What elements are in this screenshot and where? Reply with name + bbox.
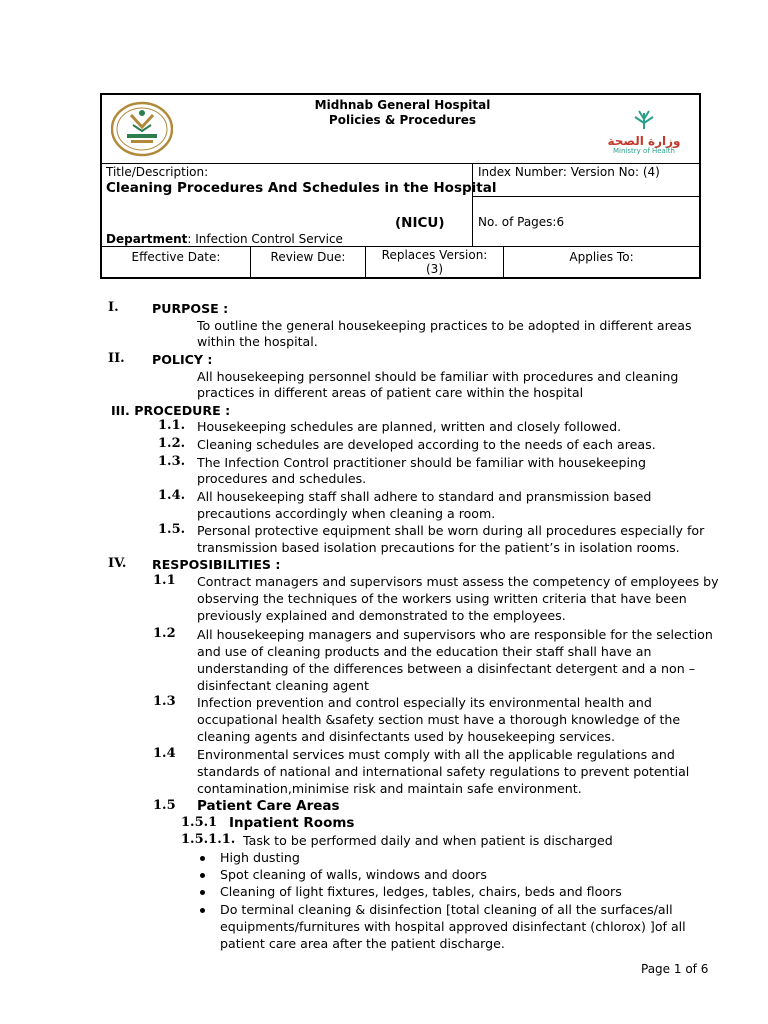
review-due-label: Review Due: [270,250,346,264]
paragraph-line: To outline the general housekeeping practices to be adopted in different areas [197,318,692,333]
bullet-icon [200,908,205,913]
item-number: 1.2 [153,626,176,641]
paragraph-line: Housekeeping schedules are planned, written and closely followed. [197,419,622,434]
department-value: : Infection Control Service [187,232,343,246]
paragraph-line: All housekeeping managers and supervisors who are responsible for the selection [197,627,713,642]
bullet-icon [200,890,205,895]
subsection-title: Inpatient Rooms [229,815,355,831]
page-number: Page 1 of 6 [641,962,709,976]
department-line [106,232,343,246]
paragraph-line: Infection prevention and control especially its environmental health and [197,695,652,710]
paragraph-line: procedures and schedules. [197,471,367,486]
paragraph-line: precautions accordingly when cleaning a room. [197,506,496,521]
paragraph-line: practices in different areas of patient care within the hospital [197,385,584,400]
policies-subtitle: Policies & Procedures [328,113,477,127]
section-number: IV. [108,556,127,571]
paragraph-line: Contract managers and supervisors must assess the competency of employees by [197,574,719,589]
section-title: III. PROCEDURE : [111,403,231,418]
number-of-pages: No. of Pages:6 [478,215,565,229]
ministry-of-health-logo [604,109,684,155]
paragraph-line: cleaning agents and disinfectants used by housekeeping services. [197,729,615,744]
paragraph-line: and use of cleaning products and the education their staff shall have an [197,644,652,659]
unit-name: (NICU) [395,215,445,231]
subsection-title: Patient Care Areas [197,798,340,814]
paragraph-line: transmission based isolation precautions for the patient’s in isolation rooms. [197,540,680,555]
replaces-version [366,248,503,276]
list-item: equipments/furnitures with hospital approved disinfectant (chlorox) ]of all [220,919,686,934]
paragraph-line: previously explained and demonstrated to the employees. [197,608,566,623]
paragraph-line: Task to be performed daily and when patient is discharged [243,833,613,848]
paragraph-line: All housekeeping staff shall adhere to standard and pransmission based [197,489,652,504]
document-header-table [100,93,701,279]
hospital-logo [111,101,173,157]
index-number: Index Number: Version No: (4) [478,165,660,179]
department-label: Department [106,232,188,246]
item-number: 1.1 [153,573,176,588]
paragraph-line: The Infection Control practitioner should be familiar with housekeeping [197,455,646,470]
hospital-name: Midhnab General Hospital [314,98,491,112]
replaces-version-value: (3) [426,262,443,276]
ministry-english-name: Ministry of Health [613,147,675,155]
section-number: II. [108,351,125,366]
paragraph-line: occupational health &safety section must have a thorough knowledge of the [197,712,681,727]
list-item: Spot cleaning of walls, windows and doors [220,867,487,882]
item-number: 1.5.1 [181,815,218,830]
list-item: High dusting [220,850,300,865]
bullet-icon [200,873,205,878]
bullet-icon [200,856,205,861]
replaces-version-label: Replaces Version: [381,248,488,262]
item-number: 1.5 [153,798,176,813]
ministry-arabic-name: وزارة الصحة [607,134,681,148]
paragraph-line: observing the techniques of the workers using written criteria that have been [197,591,687,606]
paragraph-line: disinfectant cleaning agent [197,678,369,693]
header-divider [472,163,473,246]
item-number: 1.5. [158,522,186,537]
paragraph-line: Cleaning schedules are developed according to the needs of each areas. [197,437,656,452]
item-number: 1.5.1.1. [181,832,236,847]
item-number: 1.3 [153,694,176,709]
item-number: 1.4. [158,488,186,503]
header-divider [472,196,699,197]
item-number: 1.4 [153,746,176,761]
title-label: Title/Description: [106,165,209,179]
paragraph-line: All housekeeping personnel should be familiar with procedures and cleaning [197,369,679,384]
item-number: 1.2. [158,436,186,451]
list-item: Do terminal cleaning & disinfection [total cleaning of all the surfaces/all [220,902,673,917]
list-item: patient care area after the patient discharge. [220,936,505,951]
paragraph-line: within the hospital. [197,334,318,349]
section-title: PURPOSE : [152,301,229,316]
section-title: RESPOSIBILITIES : [152,557,281,572]
item-number: 1.1. [158,418,186,433]
section-title: POLICY : [152,352,213,367]
section-number: I. [108,300,119,315]
applies-to-label: Applies To: [569,250,634,264]
effective-date-label: Effective Date: [131,250,221,264]
document-title: Cleaning Procedures And Schedules in the Hospital [106,180,497,196]
paragraph-line: standards of national and international safety regulations to prevent potential [197,764,690,779]
paragraph-line: contamination,minimise risk and maintain safe environment. [197,781,582,796]
header-divider [102,163,699,164]
item-number: 1.3. [158,454,186,469]
paragraph-line: Environmental services must comply with all the applicable regulations and [197,747,675,762]
paragraph-line: Personal protective equipment shall be worn during all procedures especially for [197,523,705,538]
paragraph-line: understanding of the differences between a disinfectant detergent and a non – [197,661,695,676]
header-divider [102,246,699,247]
list-item: Cleaning of light fixtures, ledges, tables, chairs, beds and floors [220,884,622,899]
